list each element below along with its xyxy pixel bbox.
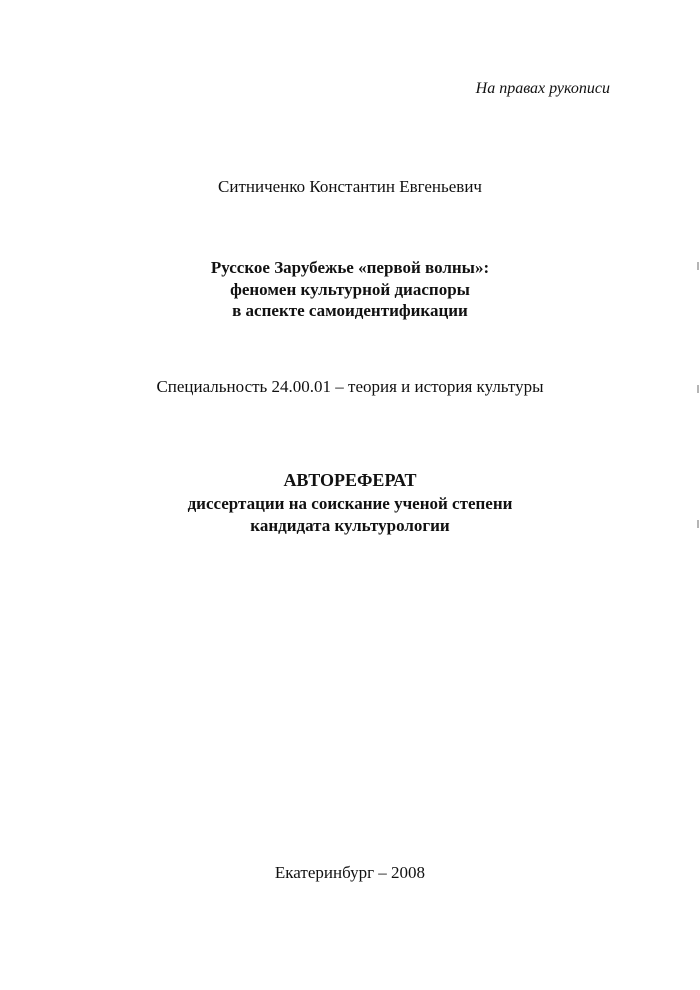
degree-line-2: кандидата культурологии [250,516,450,535]
title-line-2: феномен культурной диаспоры [230,280,470,299]
specialty: Специальность 24.00.01 – теория и история культуры [156,377,544,396]
title-line-1: Русское Зарубежье «первой волны»: [210,258,490,277]
scan-edge-mark [697,262,699,270]
scan-edge-mark [697,385,699,393]
scan-edge-mark [697,520,699,528]
degree-line-1: диссертации на соискание ученой степени [187,494,513,513]
title-line-3: в аспекте самоидентификации [232,301,468,320]
author-name: Ситниченко Константин Евгеньевич [218,177,482,196]
rights-notice: На правах рукописи [475,80,610,97]
place-year: Екатеринбург – 2008 [274,863,426,882]
doc-type-heading: АВТОРЕФЕРАТ [283,470,417,490]
